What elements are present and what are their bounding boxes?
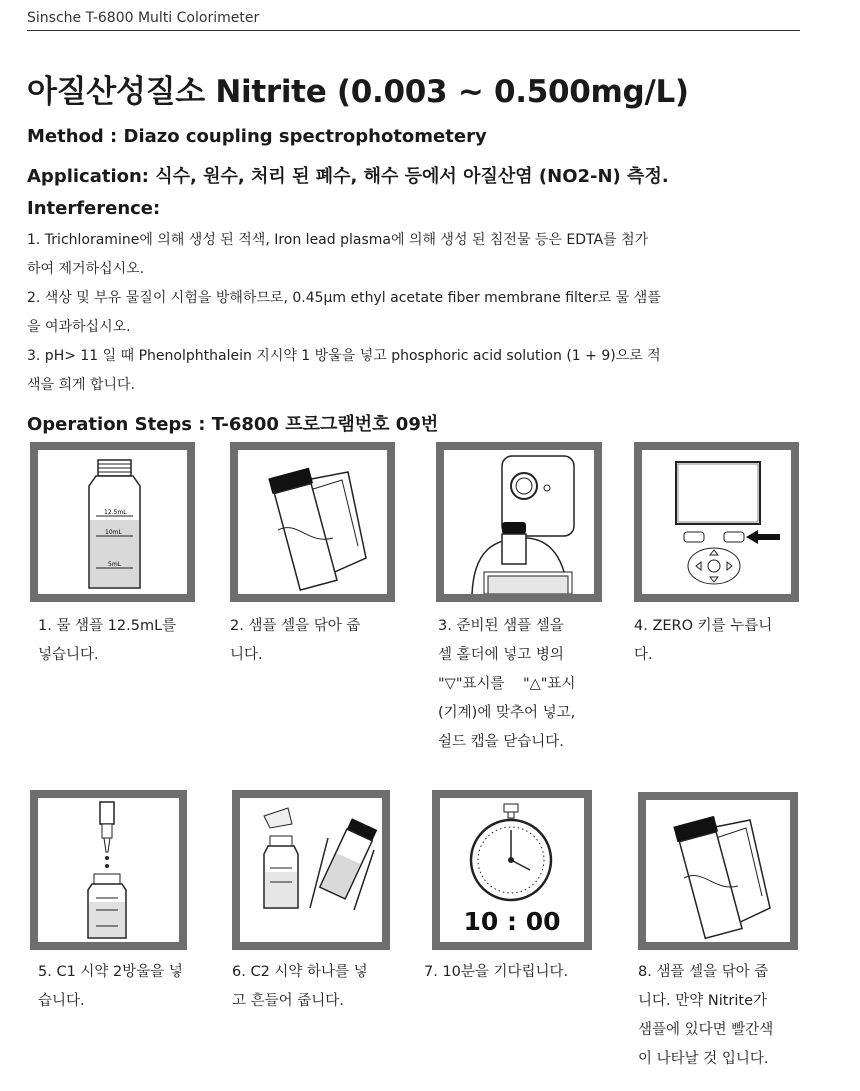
step-8-figure xyxy=(638,792,798,950)
interference-item-2-line2: 을 여과하십시오. xyxy=(27,319,131,335)
application-line: Application: 식수, 원수, 처리 된 폐수, 해수 등에서 아질산염 (NO2-N) 측정. xyxy=(27,166,669,187)
step-8-caption xyxy=(638,958,816,1074)
step-4-line-1: 4. ZERO 키를 누릅니 xyxy=(634,618,773,634)
step-5-line-2: 습니다. xyxy=(38,993,85,1009)
step-3-line-2: 셀 홀더에 넣고 병의 xyxy=(438,647,564,663)
step-7-caption xyxy=(424,958,614,987)
method-line: Method : Diazo coupling spectrophotometery xyxy=(27,126,487,147)
step-3-caption xyxy=(438,612,616,757)
step-2-line-2: 니다. xyxy=(230,647,263,663)
operation-heading: Operation Steps : T-6800 프로그램번호 09번 xyxy=(27,414,439,435)
step-5-line-1: 5. C1 시약 2방울을 넣 xyxy=(38,964,183,980)
interference-heading: Interference: xyxy=(27,198,161,219)
step-3-line-5: 쉴드 캡을 닫습니다. xyxy=(438,734,564,750)
step-4-line-2: 다. xyxy=(634,647,653,663)
bottle-label-10ml: 10mL xyxy=(105,529,122,536)
interference-item-1-line2: 하여 제거하십시오. xyxy=(27,261,145,277)
step-5-caption xyxy=(38,958,210,1016)
step-4-figure xyxy=(634,442,799,602)
step-8-line-4: 이 나타날 것 입니다. xyxy=(638,1051,769,1067)
step-8-line-1: 8. 샘플 셀을 닦아 줍 xyxy=(638,964,769,980)
step-4-caption xyxy=(634,612,810,670)
step-1-line-2: 넣습니다. xyxy=(38,647,99,663)
step-1-line-1: 1. 물 샘플 12.5mL를 xyxy=(38,618,177,634)
step-2-caption xyxy=(230,612,406,670)
step-1-figure xyxy=(30,442,195,602)
cell-holder-icon xyxy=(444,450,594,594)
reagent-drops-icon xyxy=(38,798,179,942)
bottle-label-5ml: 5mL xyxy=(108,561,122,568)
step-1-caption xyxy=(38,612,213,670)
timer-readout: 10 : 00 xyxy=(463,907,561,936)
step-3-line-1: 3. 준비된 샘플 셀을 xyxy=(438,618,564,634)
step-5-figure xyxy=(30,790,187,950)
interference-item-3-line1: 3. pH> 11 일 때 Phenolphthalein 지시약 1 방울을 넣고 phosphoric acid solution (1 + 9)으로 적 xyxy=(27,348,661,364)
step-7-figure xyxy=(432,790,592,950)
interference-item-2-line1: 2. 색상 및 부유 물질이 시험을 방해하므로, 0.45μm ethyl acetate fiber membrane filter로 물 샘플 xyxy=(27,290,661,306)
stopwatch-icon xyxy=(440,798,584,942)
step-8-line-3: 샘플에 있다면 빨간색 xyxy=(638,1022,774,1038)
step-2-figure xyxy=(230,442,395,602)
bottle-label-12-5ml: 12.5mL xyxy=(104,509,127,516)
wipe-cell-icon xyxy=(646,800,790,942)
step-6-line-1: 6. C2 시약 하나를 넣 xyxy=(232,964,368,980)
step-6-line-2: 고 흔들어 줍니다. xyxy=(232,993,344,1009)
interference-item-3-line2: 색을 희게 합니다. xyxy=(27,377,136,393)
step-2-line-1: 2. 샘플 셀을 닦아 줍 xyxy=(230,618,361,634)
page-title: 아질산성질소 Nitrite (0.003 ~ 0.500mg/L) xyxy=(27,74,689,110)
interference-item-1-line1: 1. Trichloramine에 의해 생성 된 적색, Iron lead plasma에 의해 생성 된 침전물 등은 EDTA를 첨가 xyxy=(27,232,649,248)
step-7-line-1: 7. 10분을 기다립니다. xyxy=(424,964,569,980)
wipe-cell-icon xyxy=(238,450,387,594)
step-6-figure xyxy=(232,790,390,950)
header-text: Sinsche T-6800 Multi Colorimeter xyxy=(27,10,260,26)
document-header xyxy=(27,10,800,31)
interference-list xyxy=(27,226,802,400)
step-6-caption xyxy=(232,958,406,1016)
step-3-figure xyxy=(436,442,602,602)
sample-bottle-icon xyxy=(38,450,187,594)
step-3-line-4: (기계)에 맞추어 넣고, xyxy=(438,705,576,721)
add-powder-icon xyxy=(240,798,382,942)
step-3-line-3: "▽"표시를 "△"표시 xyxy=(438,676,576,692)
step-8-line-2: 니다. 만약 Nitrite가 xyxy=(638,993,768,1009)
zero-key-icon xyxy=(642,450,791,594)
